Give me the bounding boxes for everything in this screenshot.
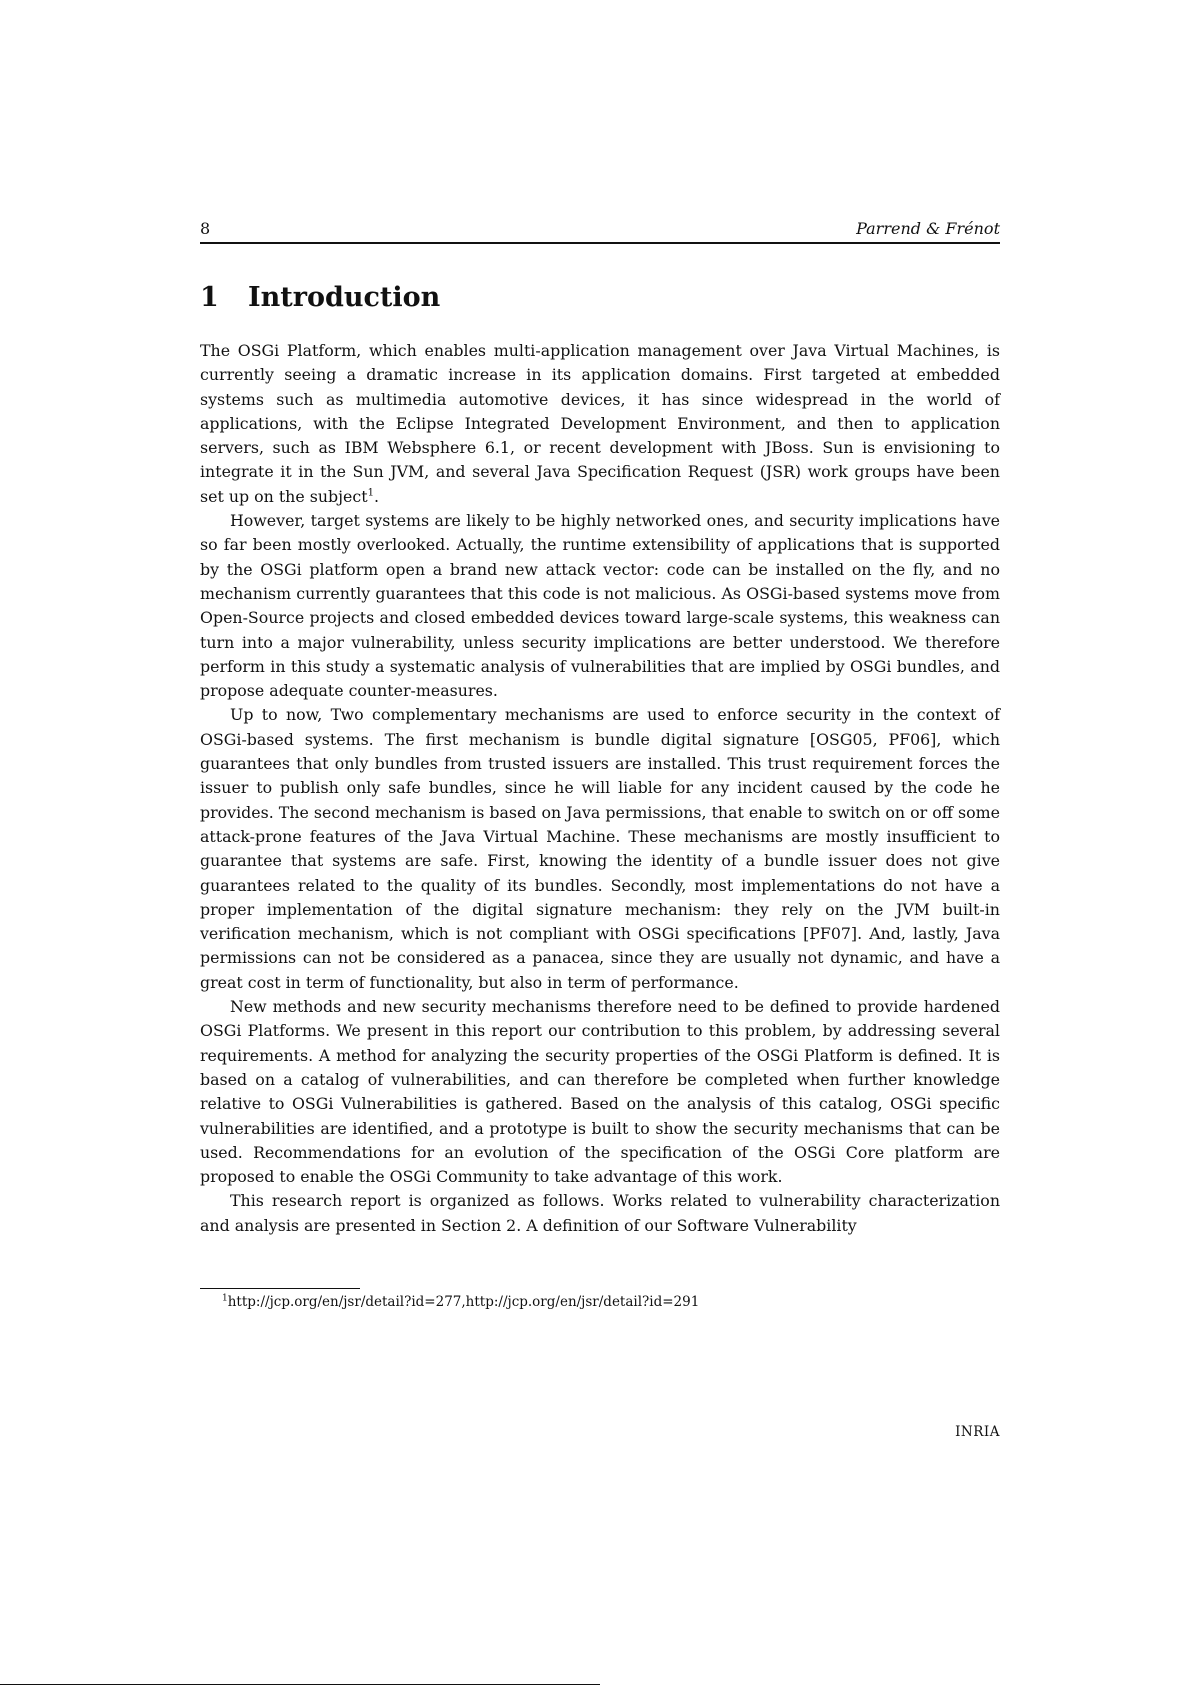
footnote-marker: 1 [222,1293,228,1304]
paragraph-1-text: The OSGi Platform, which enables multi-application management over Java Virtual Machines, is currently seeing a dramatic increase in its application domains. First targeted at embedded systems such as multimedia automotive devices, it has since widespread in the world of applications, with the Eclipse Integrated Development Environment, and then to application servers, such as IBM Websphere 6.1, or recent development with JBoss. Sun is envisioning to integrate it in the Sun JVM, and several Java Specification Request (JSR) work groups have been set up on the subject [200,341,1000,506]
footnote-text: http://jcp.org/en/jsr/detail?id=277,http://jcp.org/en/jsr/detail?id=291 [227,1294,700,1310]
paragraph-5: This research report is organized as follows. Works related to vulnerability characterization and analysis are presented in Section 2. A definition of our Software Vulnerability [200,1191,1000,1235]
paragraph-4: New methods and new security mechanisms therefore need to be defined to provide hardened OSGi Platforms. We present in this report our contribution to this problem, by addressing several requirements. A method for analyzing the security properties of the OSGi Platform is defined. It is based on a catalog of vulnerabilities, and can therefore be completed when further knowledge relative to OSGi Vulnerabilities is gathered. Based on the analysis of this catalog, OSGi specific vulnerabilities are identified, and a prototype is built to show the security mechanisms that can be used. Recommendations for an evolution of the specification of the OSGi Core platform are proposed to enable the OSGi Community to take advantage of this work. [200,997,1000,1187]
paragraph-1-period: . [373,486,379,506]
paragraph-3: Up to now, Two complementary mechanisms are used to enforce security in the context of OSGi-based systems. The first mechanism is bundle digital signature [OSG05, PF06], which guarantees that only bundles from trusted issuers are installed. This trust requirement forces the issuer to publish only safe bundles, since he will liable for any incident caused by the code he provides. The second mechanism is based on Java permissions, that enable to switch on or off some attack-prone features of the Java Virtual Machine. These mechanisms are mostly insufficient to guarantee that systems are safe. First, knowing the identity of a bundle issuer does not give guarantees related to the quality of its bundles. Secondly, most implementations do not have a proper implementation of the digital signature mechanism: they rely on the JVM built-in verification mechanism, which is not compliant with OSGi specifications [PF07]. And, lastly, Java permissions can not be considered as a panacea, since they are usually not dynamic, and have a great cost in term of functionality, but also in term of performance. [200,705,1000,992]
section-heading [200,282,440,314]
page-header [200,219,1000,243]
paragraph-1 [200,339,1000,509]
body-text [200,339,1000,1238]
running-head: Parrend & Frénot [856,219,1000,238]
page-footer-institution: INRIA [955,1424,1000,1440]
section-title: Introduction [248,282,441,313]
paragraph-2: However, target systems are likely to be highly networked ones, and security implications have so far been mostly overlooked. Actually, the runtime extensibility of applications that is supported by the OSGi platform open a brand new attack vector: code can be installed on the fly, and no mechanism currently guarantees that this code is not malicious. As OSGi-based systems move from Open-Source projects and closed embedded devices toward large-scale systems, this weakness can turn into a major vulnerability, unless security implications are better understood. We therefore perform in this study a systematic analysis of vulnerabilities that are implied by OSGi bundles, and propose adequate counter-measures. [200,511,1000,701]
footnote-ref: 1 [367,487,374,499]
footnote-rule [200,1288,360,1289]
section-number: 1 [200,282,219,313]
footnote [222,1293,699,1311]
page-number: 8 [200,219,211,238]
header-rule [200,242,1000,244]
